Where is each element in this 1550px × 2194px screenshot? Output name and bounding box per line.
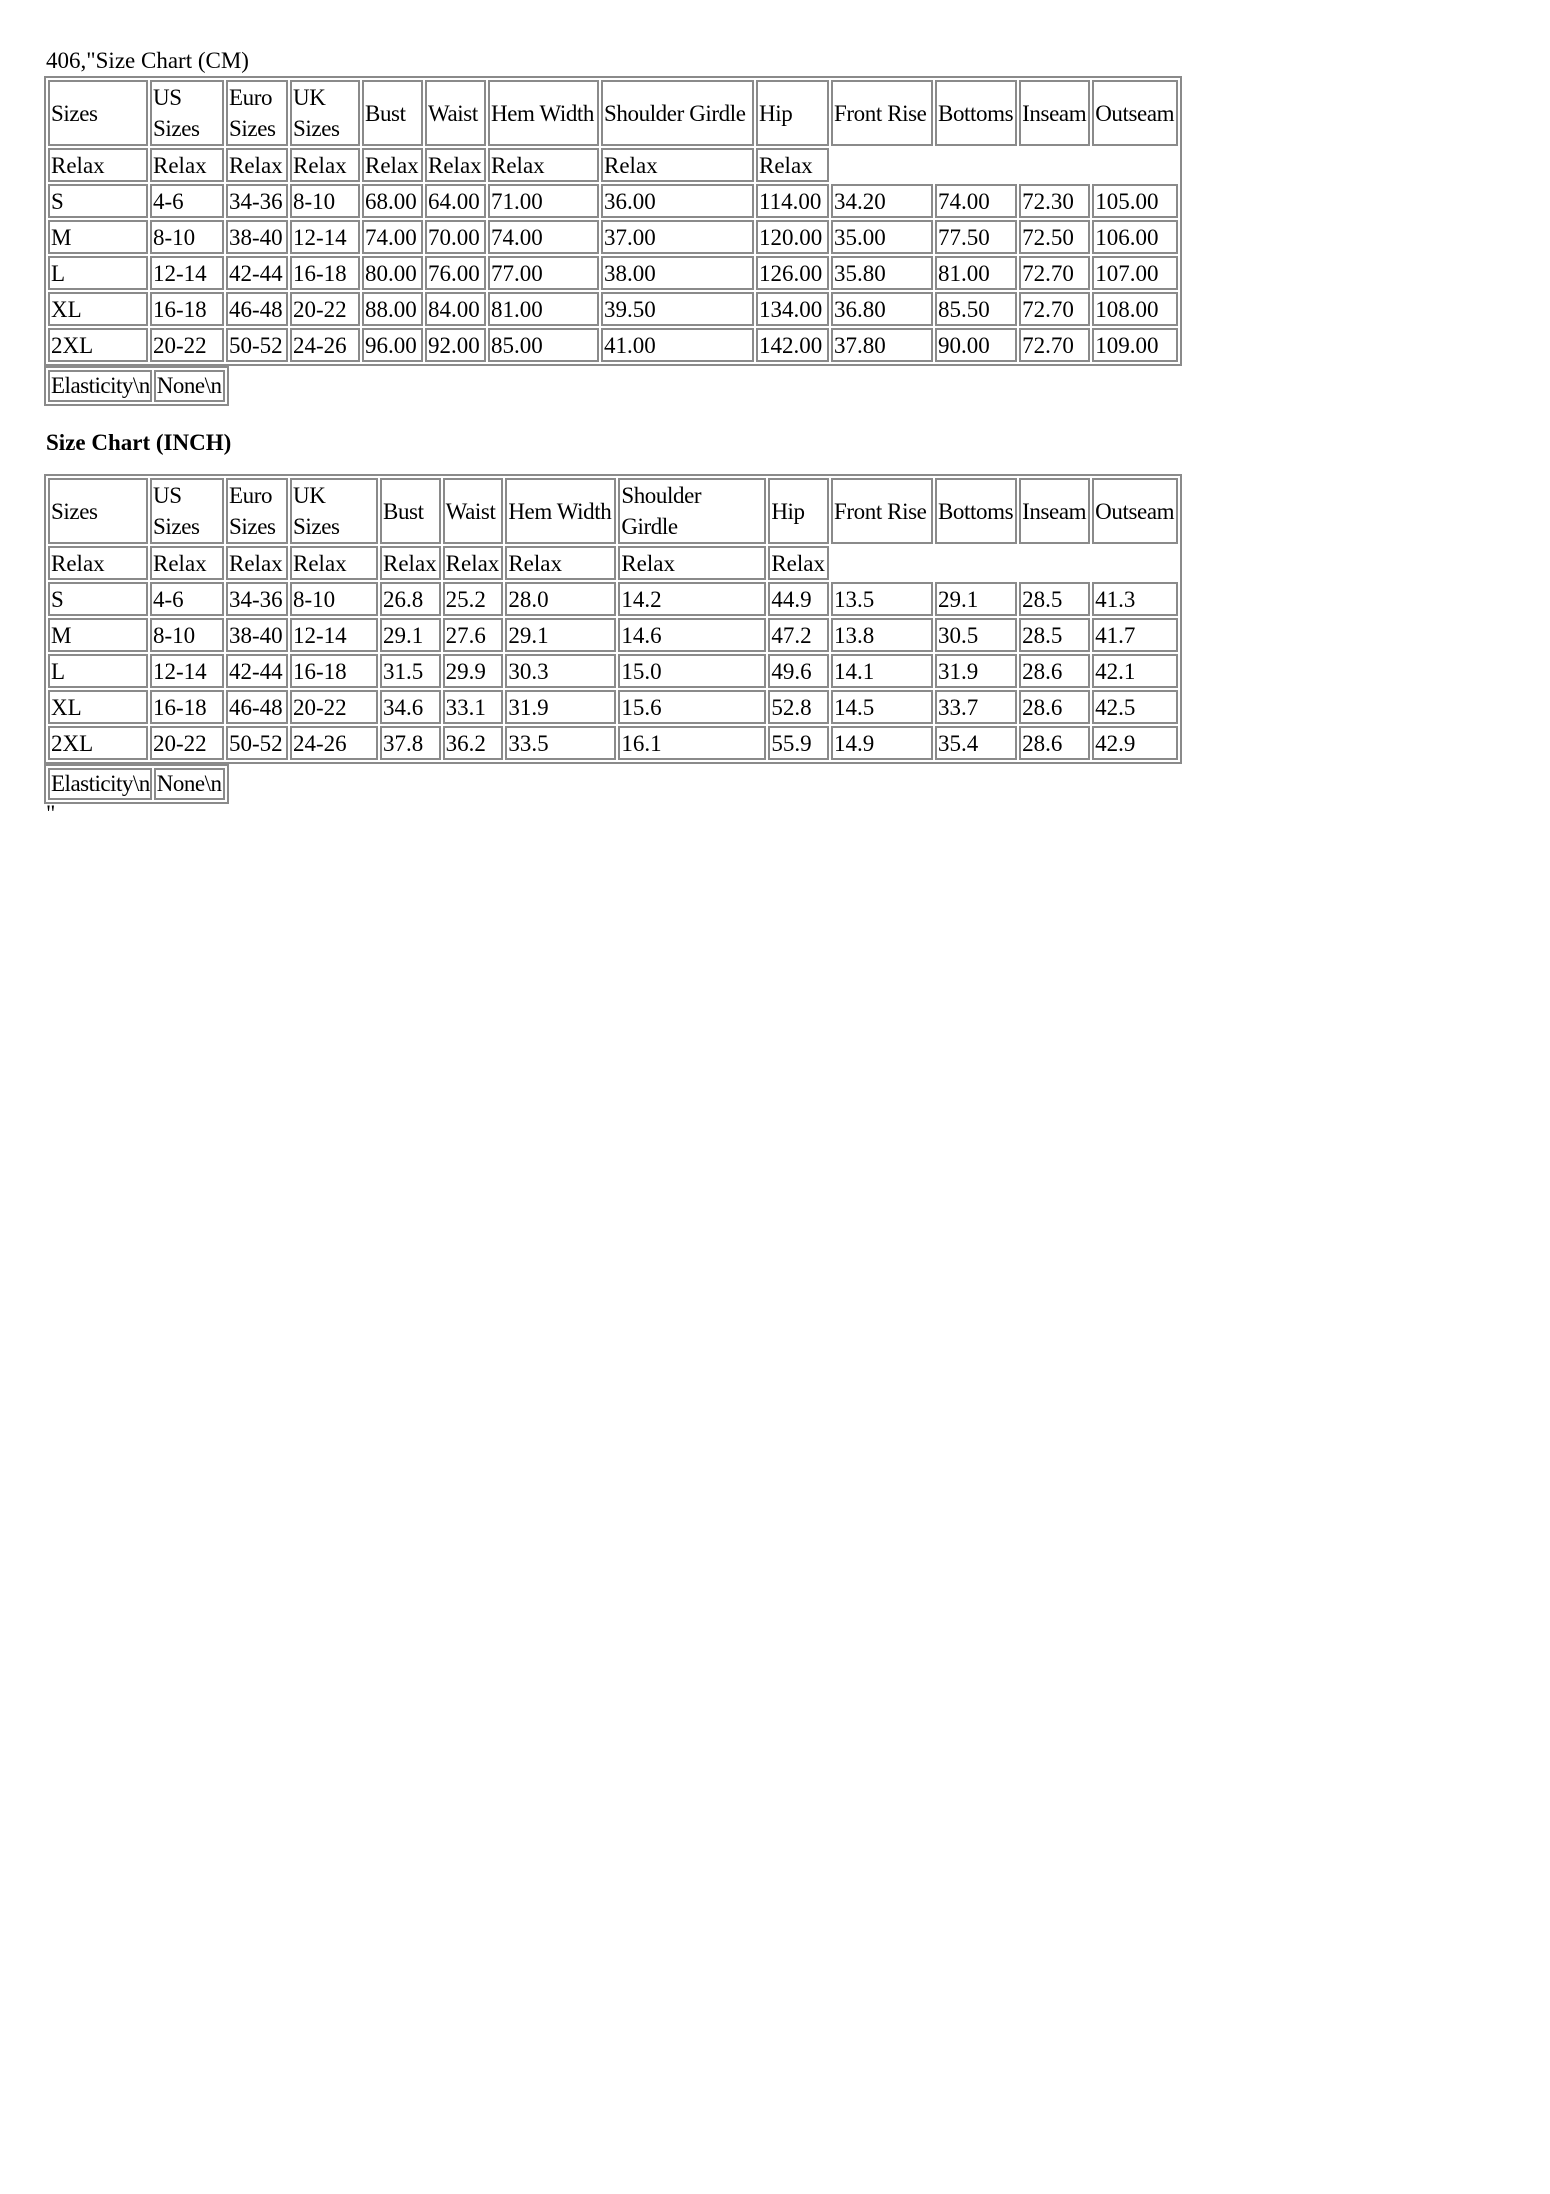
table-cell: 80.00 <box>362 256 423 290</box>
table-cell: 44.9 <box>768 582 829 616</box>
table-cell: L <box>48 654 148 688</box>
table-cell: 33.1 <box>443 690 504 724</box>
table-cell: 50-52 <box>226 726 288 760</box>
table-cell: 28.6 <box>1019 654 1090 688</box>
table-cell: 4-6 <box>150 582 224 616</box>
table-cell: 12-14 <box>150 654 224 688</box>
inch-size-table <box>44 474 1182 764</box>
column-header: US Sizes <box>150 80 224 146</box>
table-cell: 72.70 <box>1019 292 1090 326</box>
table-cell: 31.9 <box>935 654 1017 688</box>
table-cell: 28.0 <box>505 582 616 616</box>
table-cell: 36.2 <box>443 726 504 760</box>
table-cell: 29.9 <box>443 654 504 688</box>
relax-cell: Relax <box>226 546 288 580</box>
table-cell: 85.50 <box>935 292 1017 326</box>
table-cell: 106.00 <box>1092 220 1178 254</box>
table-cell: 134.00 <box>756 292 829 326</box>
table-cell: 29.1 <box>505 618 616 652</box>
column-header: Inseam <box>1019 478 1090 544</box>
column-header: Hem Width <box>488 80 599 146</box>
table-cell: 35.00 <box>831 220 933 254</box>
table-cell: 14.6 <box>618 618 766 652</box>
elasticity-value: None\n <box>154 768 225 800</box>
table-cell: 81.00 <box>488 292 599 326</box>
table-cell: 34.20 <box>831 184 933 218</box>
table-row <box>48 582 1178 616</box>
table-cell: 2XL <box>48 726 148 760</box>
table-cell: 24-26 <box>290 328 360 362</box>
table-cell: 50-52 <box>226 328 288 362</box>
table-cell: 2XL <box>48 328 148 362</box>
table-cell: 81.00 <box>935 256 1017 290</box>
table-cell: 84.00 <box>425 292 486 326</box>
table-cell: 34-36 <box>226 184 288 218</box>
column-header: Shoulder Girdle <box>601 80 754 146</box>
table-cell: 30.3 <box>505 654 616 688</box>
table-cell: 77.50 <box>935 220 1017 254</box>
table-row <box>48 618 1178 652</box>
column-header: Front Rise <box>831 80 933 146</box>
table-cell: 16-18 <box>150 690 224 724</box>
table-cell: 68.00 <box>362 184 423 218</box>
relax-cell: Relax <box>443 546 504 580</box>
table-row <box>48 654 1178 688</box>
table-cell: S <box>48 582 148 616</box>
table-cell: 72.70 <box>1019 256 1090 290</box>
relax-cell: Relax <box>488 148 599 182</box>
table-row <box>48 726 1178 760</box>
column-header: US Sizes <box>150 478 224 544</box>
table-cell: 28.6 <box>1019 690 1090 724</box>
empty-cell <box>831 148 1178 182</box>
column-header: Hip <box>756 80 829 146</box>
table-cell: M <box>48 618 148 652</box>
table-cell: 16-18 <box>290 256 360 290</box>
elasticity-label: Elasticity\n <box>48 370 152 402</box>
table-cell: 71.00 <box>488 184 599 218</box>
column-header: Inseam <box>1019 80 1090 146</box>
table-cell: 74.00 <box>488 220 599 254</box>
table-cell: 8-10 <box>290 184 360 218</box>
table-cell: 72.50 <box>1019 220 1090 254</box>
table-cell: 38-40 <box>226 618 288 652</box>
table-cell: 74.00 <box>362 220 423 254</box>
table-cell: 42-44 <box>226 654 288 688</box>
table-cell: 36.00 <box>601 184 754 218</box>
page <box>46 46 1246 824</box>
cm-elasticity-table <box>44 366 229 406</box>
table-cell: 29.1 <box>380 618 441 652</box>
table-row <box>48 220 1178 254</box>
table-cell: S <box>48 184 148 218</box>
table-row <box>48 292 1178 326</box>
table-cell: 8-10 <box>150 220 224 254</box>
table-row <box>48 184 1178 218</box>
elasticity-value: None\n <box>154 370 225 402</box>
column-header: UK Sizes <box>290 80 360 146</box>
table-cell: 20-22 <box>290 690 378 724</box>
table-row <box>48 690 1178 724</box>
table-cell: 120.00 <box>756 220 829 254</box>
table-cell: 38-40 <box>226 220 288 254</box>
table-cell: 29.1 <box>935 582 1017 616</box>
table-cell: 41.7 <box>1092 618 1178 652</box>
inch-chart-title: Size Chart (INCH) <box>46 430 232 455</box>
cm-size-table <box>44 76 1182 366</box>
table-cell: 12-14 <box>150 256 224 290</box>
table-cell: 31.5 <box>380 654 441 688</box>
table-cell: 13.8 <box>831 618 933 652</box>
table-cell: 37.8 <box>380 726 441 760</box>
relax-row <box>48 546 1178 580</box>
column-header: Front Rise <box>831 478 933 544</box>
cm-chart-heading: 406,"Size Chart (CM) <box>46 48 249 73</box>
table-cell: 72.30 <box>1019 184 1090 218</box>
table-cell: XL <box>48 690 148 724</box>
table-cell: 31.9 <box>505 690 616 724</box>
relax-cell: Relax <box>290 148 360 182</box>
table-cell: 14.2 <box>618 582 766 616</box>
table-cell: 35.80 <box>831 256 933 290</box>
column-header: Outseam <box>1092 80 1178 146</box>
relax-cell: Relax <box>226 148 288 182</box>
table-cell: 37.00 <box>601 220 754 254</box>
column-header: Hip <box>768 478 829 544</box>
column-header: Waist <box>425 80 486 146</box>
table-cell: 36.80 <box>831 292 933 326</box>
table-cell: 64.00 <box>425 184 486 218</box>
table-cell: 24-26 <box>290 726 378 760</box>
elasticity-label: Elasticity\n <box>48 768 152 800</box>
table-cell: 42-44 <box>226 256 288 290</box>
table-cell: 42.5 <box>1092 690 1178 724</box>
column-header: Sizes <box>48 80 148 146</box>
table-cell: 74.00 <box>935 184 1017 218</box>
table-cell: 16.1 <box>618 726 766 760</box>
table-cell: 14.1 <box>831 654 933 688</box>
table-row <box>48 256 1178 290</box>
relax-cell: Relax <box>425 148 486 182</box>
table-cell: 4-6 <box>150 184 224 218</box>
column-header: Bust <box>380 478 441 544</box>
relax-cell: Relax <box>380 546 441 580</box>
table-cell: 20-22 <box>150 328 224 362</box>
relax-cell: Relax <box>150 546 224 580</box>
column-header: Bottoms <box>935 478 1017 544</box>
table-cell: 47.2 <box>768 618 829 652</box>
column-header: Waist <box>443 478 504 544</box>
table-cell: 77.00 <box>488 256 599 290</box>
table-cell: 42.9 <box>1092 726 1178 760</box>
table-cell: 20-22 <box>290 292 360 326</box>
table-cell: 70.00 <box>425 220 486 254</box>
table-cell: 28.5 <box>1019 618 1090 652</box>
table-cell: 16-18 <box>290 654 378 688</box>
table-cell: 72.70 <box>1019 328 1090 362</box>
table-cell: 28.5 <box>1019 582 1090 616</box>
table-cell: 92.00 <box>425 328 486 362</box>
table-cell: 55.9 <box>768 726 829 760</box>
relax-cell: Relax <box>48 546 148 580</box>
table-cell: 12-14 <box>290 220 360 254</box>
table-cell: 41.3 <box>1092 582 1178 616</box>
column-header: Bust <box>362 80 423 146</box>
column-header: Outseam <box>1092 478 1178 544</box>
header-row <box>48 478 1178 544</box>
table-cell: 39.50 <box>601 292 754 326</box>
column-header: Hem Width <box>505 478 616 544</box>
table-cell: 52.8 <box>768 690 829 724</box>
column-header: Euro Sizes <box>226 80 288 146</box>
table-cell: 35.4 <box>935 726 1017 760</box>
table-cell: 142.00 <box>756 328 829 362</box>
table-cell: 15.0 <box>618 654 766 688</box>
table-cell: 14.5 <box>831 690 933 724</box>
table-cell: 12-14 <box>290 618 378 652</box>
table-cell: 46-48 <box>226 292 288 326</box>
table-cell: 37.80 <box>831 328 933 362</box>
table-cell: 14.9 <box>831 726 933 760</box>
table-cell: 26.8 <box>380 582 441 616</box>
table-cell: 16-18 <box>150 292 224 326</box>
table-row <box>48 328 1178 362</box>
table-cell: 8-10 <box>150 618 224 652</box>
table-cell: L <box>48 256 148 290</box>
column-header: Shoulder Girdle <box>618 478 766 544</box>
relax-cell: Relax <box>150 148 224 182</box>
table-cell: 85.00 <box>488 328 599 362</box>
table-cell: 34-36 <box>226 582 288 616</box>
table-cell: 96.00 <box>362 328 423 362</box>
inch-elasticity-table <box>44 764 229 804</box>
relax-cell: Relax <box>756 148 829 182</box>
relax-cell: Relax <box>768 546 829 580</box>
column-header: UK Sizes <box>290 478 378 544</box>
table-cell: 28.6 <box>1019 726 1090 760</box>
relax-row <box>48 148 1178 182</box>
table-cell: 25.2 <box>443 582 504 616</box>
table-cell: 42.1 <box>1092 654 1178 688</box>
table-cell: 15.6 <box>618 690 766 724</box>
table-cell: XL <box>48 292 148 326</box>
header-row <box>48 80 1178 146</box>
column-header: Bottoms <box>935 80 1017 146</box>
table-cell: 90.00 <box>935 328 1017 362</box>
table-cell: 33.7 <box>935 690 1017 724</box>
table-cell: 46-48 <box>226 690 288 724</box>
relax-cell: Relax <box>601 148 754 182</box>
table-cell: 38.00 <box>601 256 754 290</box>
table-cell: 27.6 <box>443 618 504 652</box>
table-cell: 34.6 <box>380 690 441 724</box>
relax-cell: Relax <box>48 148 148 182</box>
table-cell: 114.00 <box>756 184 829 218</box>
table-cell: 33.5 <box>505 726 616 760</box>
relax-cell: Relax <box>362 148 423 182</box>
table-cell: 8-10 <box>290 582 378 616</box>
table-cell: 108.00 <box>1092 292 1178 326</box>
table-cell: 109.00 <box>1092 328 1178 362</box>
relax-cell: Relax <box>290 546 378 580</box>
table-cell: 105.00 <box>1092 184 1178 218</box>
table-cell: 49.6 <box>768 654 829 688</box>
table-cell: 30.5 <box>935 618 1017 652</box>
table-cell: 126.00 <box>756 256 829 290</box>
column-header: Sizes <box>48 478 148 544</box>
relax-cell: Relax <box>618 546 766 580</box>
table-cell: 13.5 <box>831 582 933 616</box>
elasticity-row <box>48 768 225 800</box>
empty-cell <box>831 546 1178 580</box>
table-cell: M <box>48 220 148 254</box>
closing-quote: " <box>46 801 56 826</box>
relax-cell: Relax <box>505 546 616 580</box>
table-cell: 107.00 <box>1092 256 1178 290</box>
column-header: Euro Sizes <box>226 478 288 544</box>
table-cell: 20-22 <box>150 726 224 760</box>
elasticity-row <box>48 370 225 402</box>
table-cell: 88.00 <box>362 292 423 326</box>
table-cell: 76.00 <box>425 256 486 290</box>
table-cell: 41.00 <box>601 328 754 362</box>
